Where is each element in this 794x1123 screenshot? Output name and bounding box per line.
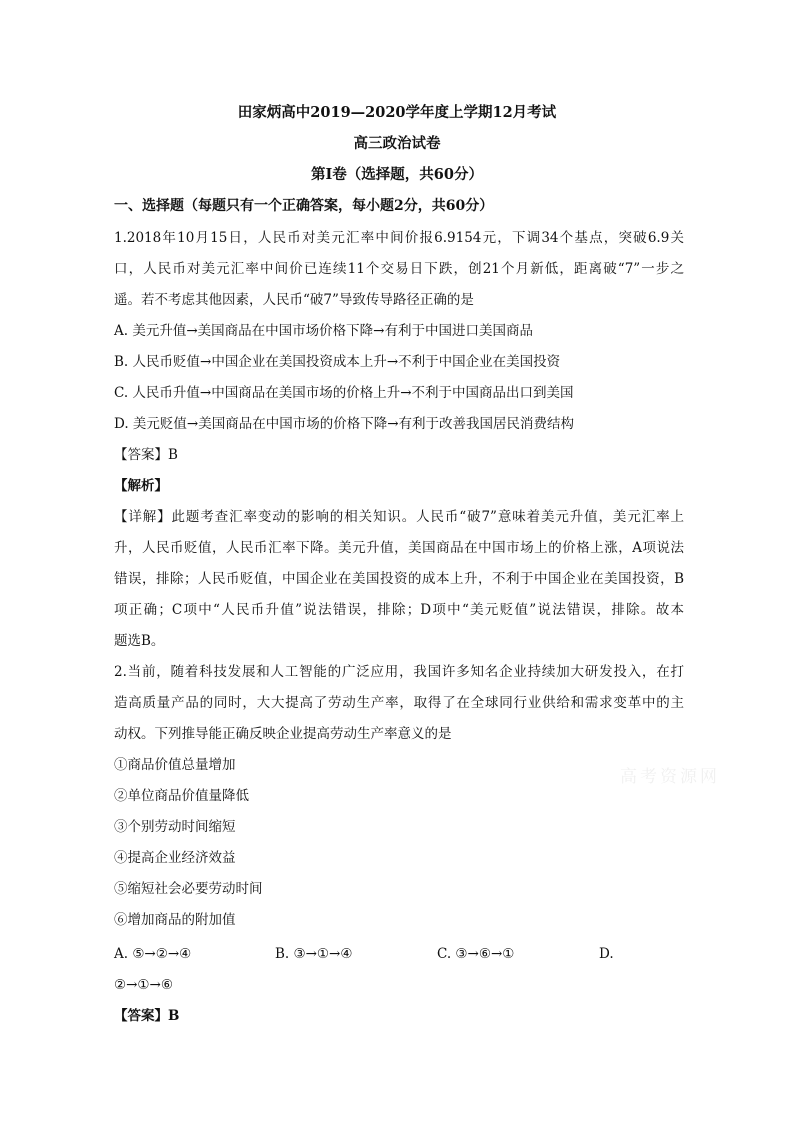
q2-option-c: C. ③→⑥→① [437,946,515,962]
q1-option-b: B. 人民币贬值→中国企业在美国投资成本上升→不利于中国企业在美国投资 [114,354,561,370]
q1-stem-line: 1.2018年10月15日，人民币对美元汇率中间价报6.9154元，下调34个基点，突破6.9关 [114,230,684,246]
q2-item: ②单位商品价值量降低 [114,788,249,804]
watermark: 高考资源网 [620,767,720,787]
q2-answer: 【答案】B [114,1008,180,1024]
q1-analysis-label: 【解析】 [114,478,168,494]
q1-detail-line: 错误，排除；人民币贬值，中国企业在美国投资的成本上升，不利于中国企业在美国投资，B [114,571,684,587]
q2-stem-line: 2.当前，随着科技发展和人工智能的广泛应用，我国许多知名企业持续加大研发投入，在打 [114,664,684,680]
q2-option-b: B. ③→①→④ [275,946,353,962]
q2-option-a: A. ⑤→②→④ [114,946,192,962]
q1-option-d: D. 美元贬值→美国商品在中国市场的价格下降→有利于改善我国居民消费结构 [114,416,575,432]
q1-detail-line: 升，人民币贬值，人民币汇率下降。美元升值，美国商品在中国市场上的价格上涨，A项说法 [114,540,684,556]
q1-detail-line: 项正确；C项中“人民币升值”说法错误，排除；D项中“美元贬值”说法错误，排除。故本 [114,602,684,618]
q1-option-c: C. 人民币升值→中国商品在美国市场的价格上升→不利于中国商品出口到美国 [114,385,574,401]
q2-item: ⑤缩短社会必要劳动时间 [114,881,263,897]
section-heading: 一、选择题（每题只有一个正确答案，每小题2分，共60分） [114,198,494,214]
exam-title: 田家炳高中2019—2020学年度上学期12月考试 [237,104,557,121]
q2-item: ⑥增加商品的附加值 [114,912,236,928]
q1-detail-line: 【详解】此题考查汇率变动的影响的相关知识。人民币“破7”意味着美元升值，美元汇率上 [114,509,684,525]
q1-option-a: A. 美元升值→美国商品在中国市场价格下降→有利于中国进口美国商品 [114,323,533,339]
q2-stem-line: 动权。下列推导能正确反映企业提高劳动生产率意义的是 [114,726,452,742]
q2-option-d-label: D. [599,946,614,962]
q2-stem-line: 造高质量产品的同时，大大提高了劳动生产率，取得了在全球同行业供给和需求变革中的主 [114,695,684,711]
part-title: 第I卷（选择题，共60分） [311,166,483,183]
q2-item: ①商品价值总量增加 [114,757,236,773]
q1-detail-line: 题选B。 [114,633,165,649]
q1-stem-line: 口，人民币对美元汇率中间价已连续11个交易日下跌，创21个月新低，距离破“7”一步之 [114,261,684,277]
q2-item: ④提高企业经济效益 [114,850,236,866]
q1-stem-line: 遥。若不考虑其他因素，人民币“破7”导致传导路径正确的是 [114,292,474,308]
q2-item: ③个别劳动时间缩短 [114,819,236,835]
q1-answer: 【答案】B [114,447,178,463]
exam-subtitle: 高三政治试卷 [353,135,441,152]
q2-option-d-value: ②→①→⑥ [114,977,173,993]
